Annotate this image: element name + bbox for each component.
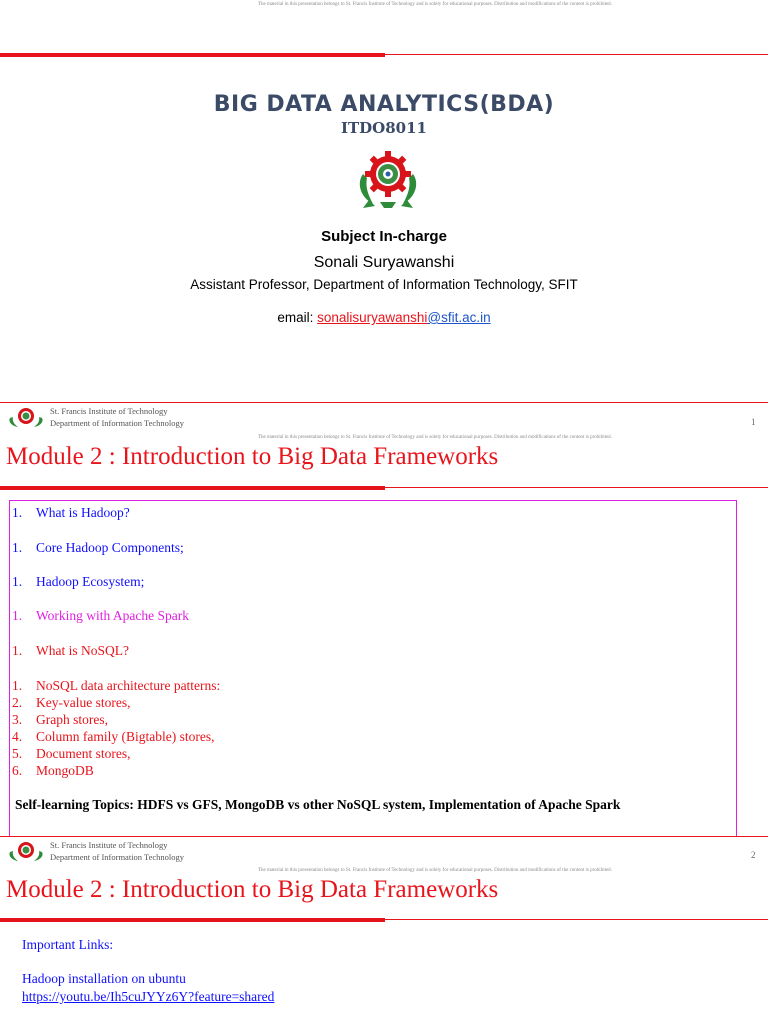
slide3-thin-line (385, 919, 768, 920)
topic-item: 4. Column family (Bigtable) stores, (12, 729, 215, 744)
topic-item: 1. NoSQL data architecture patterns: (12, 678, 221, 693)
topic-item: 3. Graph stores, (12, 712, 108, 727)
subject-incharge-label: Subject In-charge (321, 228, 447, 245)
instructor-designation: Assistant Professor, Department of Information Technology, SFIT (190, 277, 578, 292)
email-label: email: (277, 310, 318, 325)
footer2-institute: St. Francis Institute of Technology (50, 840, 168, 850)
self-learning-topics: Self-learning Topics: HDFS vs GFS, MongoDB vs other NoSQL system, Implementation of Apache Spark (15, 797, 621, 812)
slide2-red-bar (0, 486, 385, 490)
footer2-line (0, 836, 768, 837)
topic-item: 6. MongoDB (12, 763, 94, 778)
topic-item: 2. Key-value stores, (12, 695, 131, 710)
topic-item: 1. Hadoop Ecosystem; (12, 574, 145, 589)
module-title-slide2: Module 2 : Introduction to Big Data Frameworks (6, 443, 499, 470)
footer1-institute: St. Francis Institute of Technology (50, 406, 168, 416)
instructor-name: Sonali Suryawanshi (313, 254, 455, 271)
email-domain-link[interactable]: @sfit.ac.in (427, 310, 491, 325)
topic-item: 1. What is Hadoop? (12, 505, 130, 520)
footer2-logo-icon (8, 840, 44, 862)
footer2-department: Department of Information Technology (50, 852, 185, 862)
disclaimer-slide3: The material in this presentation belongs to St. Francis Institute of Technology and is solely for educational purposes. Distribution and modifications of the content is prohibited. (258, 868, 612, 873)
topic-item: 5. Document stores, (12, 746, 131, 761)
hadoop-install-label: Hadoop installation on ubuntu (22, 971, 186, 986)
footer1-logo-icon (8, 406, 44, 428)
hadoop-install-link[interactable]: https://youtu.be/Ih5cuJYYz6Y?feature=shared (22, 989, 275, 1004)
disclaimer-slide2: The material in this presentation belongs to St. Francis Institute of Technology and is solely for educational purposes. Distribution and modifications of the content is prohibited. (258, 435, 612, 440)
footer1-department: Department of Information Technology (50, 418, 185, 428)
sfit-gear-logo-icon (355, 146, 421, 210)
slide2-thin-line (385, 487, 768, 488)
page-number-2: 2 (751, 850, 756, 860)
course-code: ITDO8011 (340, 119, 427, 137)
course-title: BIG DATA ANALYTICS(BDA) (213, 92, 555, 117)
topic-item: 1. Working with Apache Spark (12, 608, 190, 623)
module-title-slide3: Module 2 : Introduction to Big Data Frameworks (6, 876, 499, 903)
email-line (0, 310, 768, 325)
footer1-line (0, 402, 768, 403)
slide3-red-bar (0, 918, 385, 922)
topic-item: 1. What is NoSQL? (12, 643, 129, 658)
page-number-1: 1 (751, 417, 756, 427)
important-links-heading: Important Links: (22, 937, 114, 952)
topic-item: 1. Core Hadoop Components; (12, 540, 184, 555)
disclaimer-top: The material in this presentation belongs to St. Francis Institute of Technology and is solely for educational purposes. Distribution and modifications of the content is prohibited. (258, 2, 612, 7)
top-red-bar (0, 53, 385, 57)
email-user-link[interactable]: sonalisuryawanshi (317, 310, 428, 325)
top-thin-line (385, 54, 768, 55)
